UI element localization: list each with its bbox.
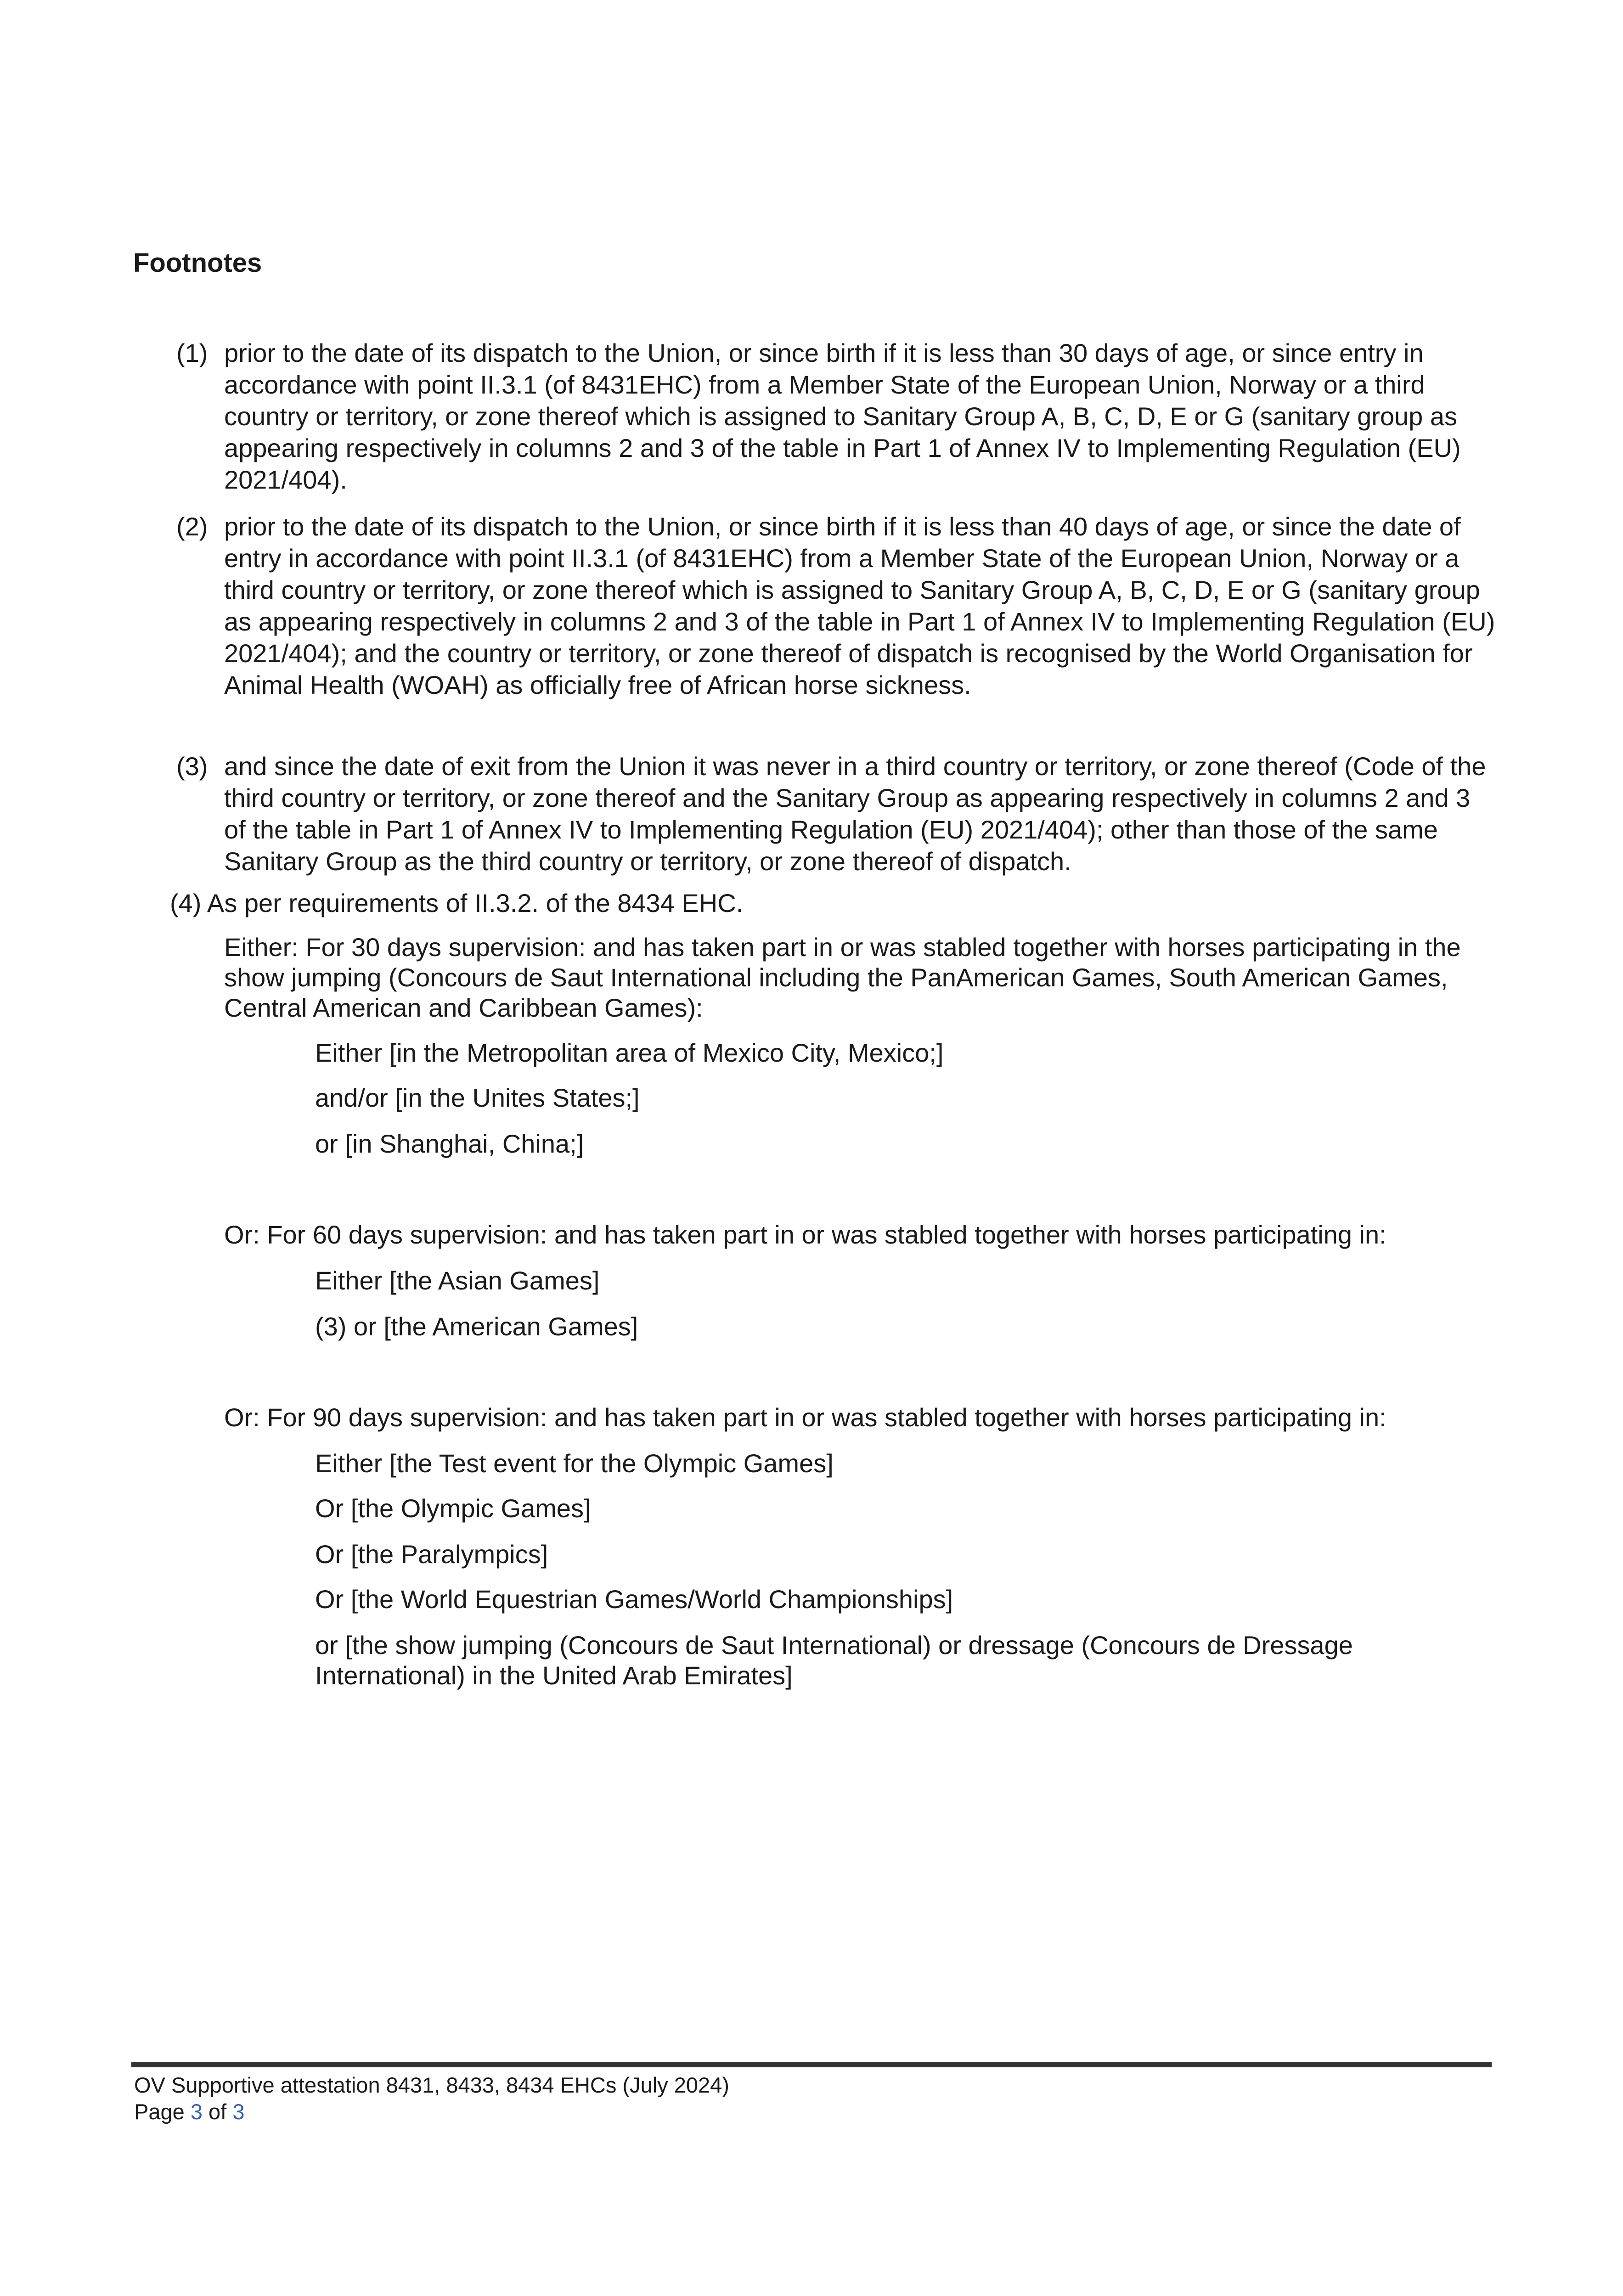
list-item-60-days: (3) or [the American Games] [315, 1312, 638, 1341]
list-item-30-days: Either [in the Metropolitan area of Mexico City, Mexico;] [315, 1038, 944, 1067]
footnote-4-or-60-days: Or: For 60 days supervision: and has taken part in or was stabled together with horses participating in: [224, 1220, 1386, 1249]
list-item-30-days: or [in Shanghai, China;] [315, 1129, 584, 1158]
page-total: 3 [232, 2099, 245, 2124]
footer-document-title: OV Supportive attestation 8431, 8433, 8434 EHCs (July 2024) [134, 2073, 729, 2097]
list-item-60-days: Either [the Asian Games] [315, 1266, 600, 1295]
footnote-4-or-90-days: Or: For 90 days supervision: and has taken part in or was stabled together with horses participating in: [224, 1403, 1386, 1432]
footnote-number: (3) [176, 752, 208, 781]
page-of-label: of [209, 2099, 227, 2124]
footer-page-number [134, 2099, 244, 2125]
footnote-4-either-30-days: Either: For 30 days supervision: and has taken part in or was stabled together with horses participating in the show jumping (Concours de Saut International including the PanAmerican Games, South American Games, Central American and Caribbean Games): [224, 933, 1461, 1022]
footnote-4-intro: (4) As per requirements of II.3.2. of the 8434 EHC. [170, 889, 744, 917]
list-item-90-days: or [the show jumping (Concours de Saut International) or dressage (Concours de Dressage International) in the United Arab Emirates] [315, 1631, 1353, 1690]
footnote-number: (2) [176, 512, 208, 541]
footnote-number: (1) [176, 338, 208, 367]
list-item-90-days: Or [the World Equestrian Games/World Championships] [315, 1585, 953, 1614]
footnotes-heading: Footnotes [133, 248, 262, 278]
list-item-30-days: and/or [in the Unites States;] [315, 1083, 640, 1112]
footnote-text: prior to the date of its dispatch to the Union, or since birth if it is less than 40 days of age, or since the date of entry in accordance with point II.3.1 (of 8431EHC) from a Member State of the European Union, Norway or a third country or territory, or zone thereof which is assigned to Sanitary Group A, B, C, D, E or G (sanitary group as appearing respectively in columns 2 and 3 of the table in Part 1 of Annex IV to Implementing Regulation (EU) 2021/404); and the country or territory, or zone thereof of dispatch is recognised by the World Organisation for Animal Health (WOAH) as officially free of African horse sickness. [224, 512, 1495, 699]
page-current: 3 [190, 2099, 203, 2124]
footnote-text: and since the date of exit from the Union it was never in a third country or territory, or zone thereof (Code of the third country or territory, or zone thereof and the Sanitary Group as appearing respectively in columns 2 and 3 of the table in Part 1 of Annex IV to Implementing Regulation (EU) 2021/404); other than those of the same Sanitary Group as the third country or territory, or zone thereof of dispatch. [224, 752, 1486, 876]
list-item-90-days: Either [the Test event for the Olympic Games] [315, 1449, 834, 1478]
footnote-text: prior to the date of its dispatch to the Union, or since birth if it is less than 30 days of age, or since entry in accordance with point II.3.1 (of 8431EHC) from a Member State of the European Union, Norway or a third country or territory, or zone thereof which is assigned to Sanitary Group A, B, C, D, E or G (sanitary group as appearing respectively in columns 2 and 3 of the table in Part 1 of Annex IV to Implementing Regulation (EU) 2021/404). [224, 338, 1461, 494]
list-item-90-days: Or [the Paralympics] [315, 1540, 548, 1569]
footer-divider [131, 2062, 1492, 2067]
page-label: Page [134, 2099, 185, 2124]
list-item-90-days: Or [the Olympic Games] [315, 1494, 591, 1523]
